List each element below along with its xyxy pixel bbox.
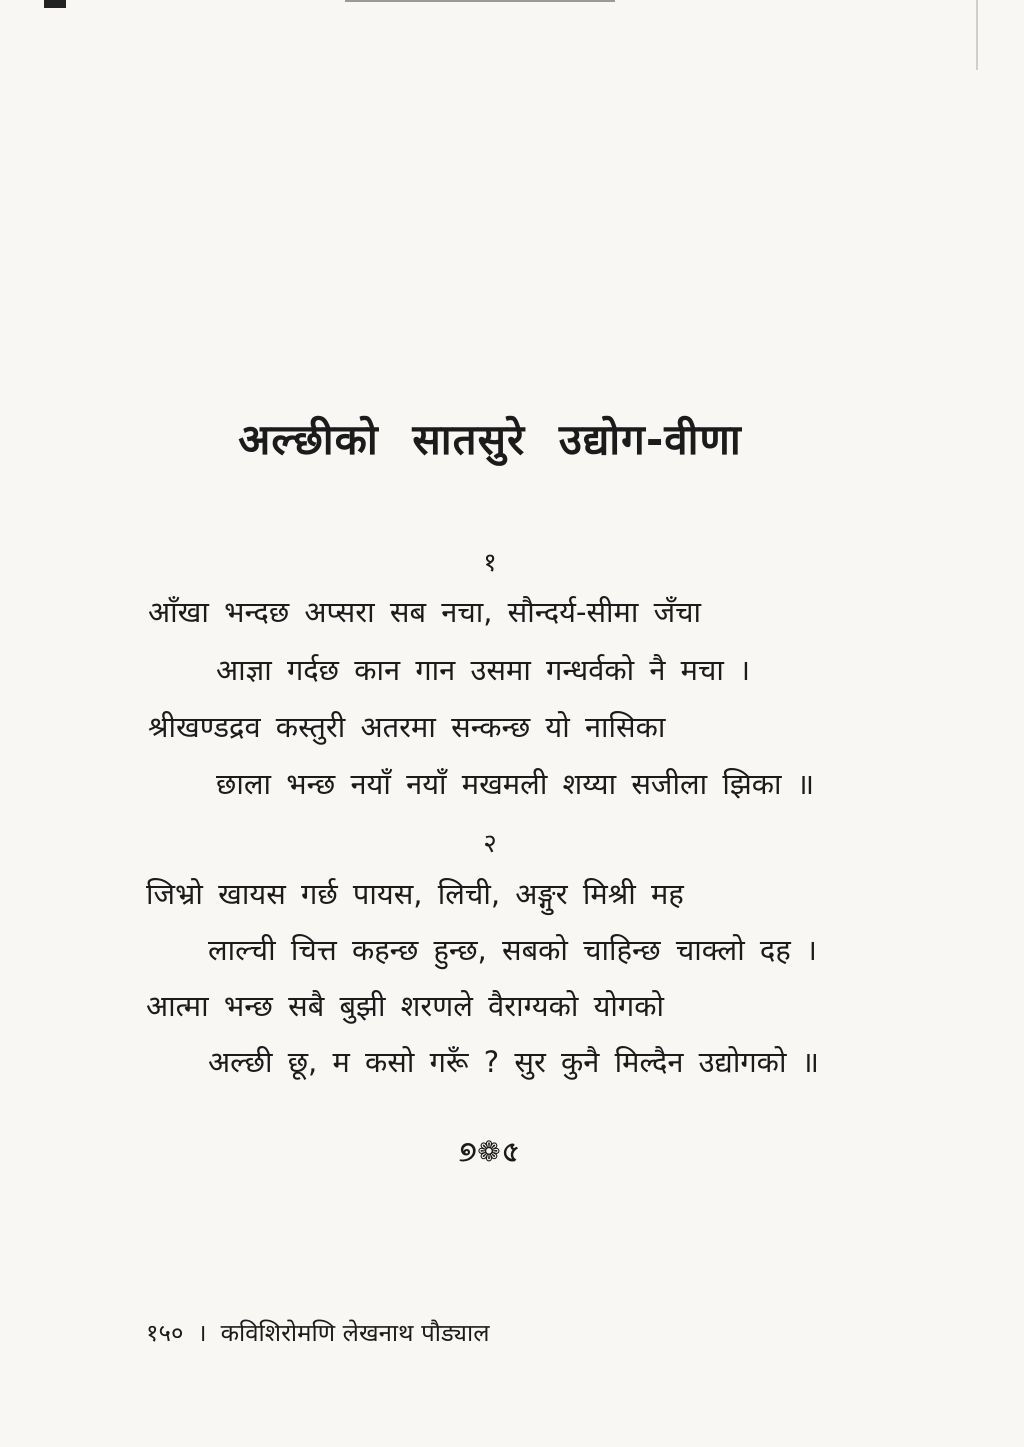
right-edge-rule bbox=[976, 0, 978, 70]
stanza-1-line-3: श्रीखण्डद्रव कस्तुरी अतरमा सन्कन्छ यो नासिका bbox=[148, 710, 666, 744]
stanza-2-line-4: अल्छी छू, म कसो गरूँ ? सुर कुनै मिल्दैन उद्योगको ॥ bbox=[208, 1045, 820, 1079]
stanza-1-line-1: आँखा भन्दछ अप्सरा सब नचा, सौन्दर्य-सीमा जँचा bbox=[148, 595, 702, 629]
stanza-2-line-1: जिभ्रो खायस गर्छ पायस, लिची, अङ्गुर मिश्री मह bbox=[146, 877, 684, 911]
top-edge-rule bbox=[345, 0, 615, 2]
stanza-1-line-4: छाला भन्छ नयाँ नयाँ मखमली शय्या सजीला झिका ॥ bbox=[216, 767, 815, 801]
stanza-2-line-2: लाल्ची चित्त कहन्छ हुन्छ, सबको चाहिन्छ चाक्लो दह । bbox=[208, 933, 817, 967]
stanza-1-line-2: आज्ञा गर्दछ कान गान उसमा गन्धर्वको नै मचा । bbox=[216, 653, 751, 687]
poem-title: अल्छीको सातसुरे उद्योग-वीणा bbox=[238, 415, 742, 464]
footer-author: कविशिरोमणि लेखनाथ पौड्याल bbox=[220, 1319, 490, 1347]
stanza-number-2: २ bbox=[483, 829, 497, 859]
section-end-ornament: ୭❁৫ bbox=[459, 1135, 521, 1168]
scan-corner-mark bbox=[44, 0, 66, 8]
page-number: १५० bbox=[146, 1319, 184, 1347]
stanza-number-1: १ bbox=[483, 548, 497, 578]
footer-separator: । bbox=[197, 1319, 207, 1347]
page-footer bbox=[146, 1316, 490, 1349]
stanza-2-line-3: आत्मा भन्छ सबै बुझी शरणले वैराग्यको योगको bbox=[146, 989, 665, 1023]
